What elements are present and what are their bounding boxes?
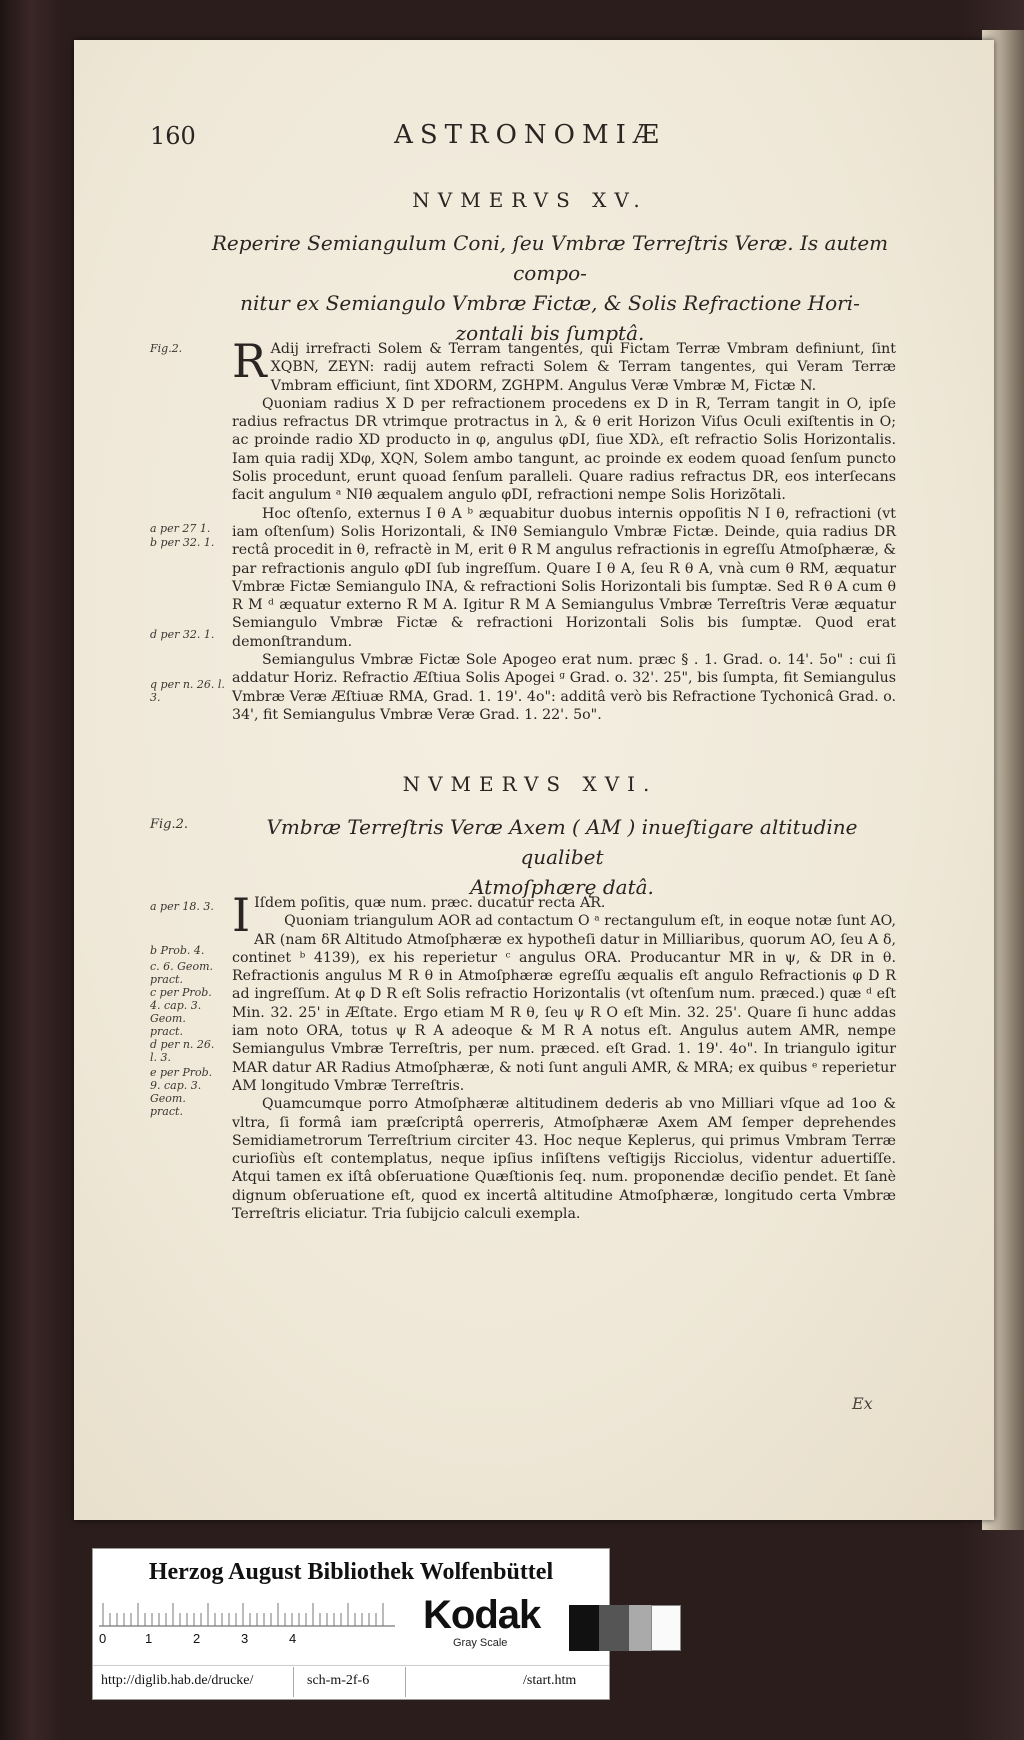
label-divider — [405, 1667, 406, 1697]
margin-fig-ref: Fig.2. — [150, 817, 189, 832]
swatch-dark-gray — [599, 1605, 629, 1651]
margin-note-e: pract. — [150, 1105, 183, 1118]
gray-scale-caption: Gray Scale — [453, 1637, 508, 1649]
drop-cap: R — [232, 334, 267, 388]
margin-note-b: b Prob. 4. — [150, 944, 205, 957]
swatch-white — [651, 1605, 681, 1651]
paragraph — [232, 888, 896, 942]
section-16-heading: NVMERVS XVI. — [402, 772, 658, 796]
margin-note-a: a per 18. 3. — [150, 900, 214, 913]
ruler-number: 4 — [289, 1631, 297, 1646]
swatch-black — [569, 1605, 599, 1651]
page-number: 160 — [150, 122, 196, 150]
running-title: ASTRONOMIÆ — [394, 120, 666, 150]
margin-note-d: l. 3. — [150, 1051, 172, 1064]
paragraph: Quoniam radius X D per refractionem procedens ex D in R, Terram tangit in O, ipſe radius refractus DR vtrimque protractus in λ, & θ erit Horizon Viſus Oculi exiſtentis in O; ac proinde radio XD producto in φ, angulus φDI, ſiue XDλ, eſt refractio Solis Horizontalis. Iam quia radij XDφ, XQN, Solem ambo tangunt, ac proinde ex eodem quoad ſenſum puncto Solis procedunt, erunt quoad ſenſum paralleli. Quare radius refractus DR, eos interſecans facit angulum ᵃ NIθ æqualem angulo φDI, refractioni nempe Solis Horizõtali. — [232, 395, 896, 504]
paragraph: Quamcumque porro Atmoſphæræ altitudinem dederis ab vno Milliari vſque ad 1oo & vltra, ſi formâ iam præſcriptâ operreris, Atmoſphæræ Axem AM ſemper deprehendes Semidiametrorum Terreſtrium circiter 43. Hoc neque Keplerus, qui primus Vmbram Terræ curioſiùs eſt contemplatus, neque ipſius inſiſtens veſtigijs Ricciolus, videntur aduertiſſe. Atqui tamen ex iſtâ obſeruatione Quæſtionis ſeq. num. proponendæ deciſio pendet. Et ſanè dignum obſeruatione eſt, quod ex incertâ altitudine Atmoſphæræ, longitudo certa Vmbræ Terreſtris eliciatur. Tria ſubijcio calculi exempla. — [232, 1096, 896, 1223]
section-15-title-line-3: zontali bis ſumptâ. — [455, 321, 645, 345]
margin-note-c: pract. — [150, 1025, 183, 1038]
section-15-title-line-2: nitur ex Semiangulo Vmbræ Fictæ, & Solis Refractione Hori- — [240, 291, 860, 315]
section-16-title-line-2: Atmoſphærę datâ. — [470, 875, 654, 899]
margin-note-c: 4. cap. 3. — [150, 999, 202, 1012]
section-16-title-line-1: Vmbræ Terreſtris Veræ Axem ( AM ) inueſtigare altitudine qualibet — [266, 815, 858, 869]
paragraph: Semiangulus Vmbræ Fictæ Sole Apogeo erat num. præc § . 1. Grad. o. 14'. 5o" : cui ſi addatur Horiz. Refractio Æſtiua Solis Apogei ᵍ Grad. o. 32'. 25", bis ſumpta, fit Semiangulus Vmbræ Veræ Æſtiuæ RMA, Grad. 1. 19'. 4o": additâ verò bis Refractione Tychonicâ Grad. o. 34', fit Semiangulus Vmbræ Veræ Grad. 1. 22'. 5o". — [232, 652, 896, 723]
margin-note-q: q per n. 26. l. 3. — [150, 678, 225, 704]
margin-fig-ref: Fig.2. — [150, 342, 183, 355]
paragraph: Hoc oſtenſo, externus I θ A ᵇ æquabitur duobus internis oppoſitis N I θ, refractioni (vt iam oſtenſum) Solis Horizontali, & INθ Semiangulo Vmbræ Fictæ. Deinde, quia radius DR rectâ procedit in θ, refractè in M, erit θ R M angulus refractionis in egreſſu Atmoſphæræ, & par refractionis angulo φDI ſub ingreſſum. Quare I θ A, ſeu R θ A, vnà cum θ RM, æquatur Vmbræ Fictæ Semiangulo INA, & refractioni Solis Horizontali bis ſumptæ. Sed R θ A cum θ R M ᵈ æquatur externo R M A. Igitur R M A Semiangulus Vmbræ Terreſtris Veræ æquatur Semiangulo Vmbræ Fictæ & refractioni Horizontali Solis bis ſumptæ. Quod erat demonſtrandum. — [232, 505, 896, 650]
margin-note-d: d per 32. 1. — [150, 628, 215, 641]
margin-note-e: Geom. — [150, 1092, 186, 1105]
section-15-title — [200, 228, 900, 348]
margin-note-c: c per Prob. — [150, 986, 212, 999]
section-15-body — [232, 334, 896, 724]
library-label — [92, 1548, 610, 1700]
catchword: Ex — [852, 1394, 873, 1413]
margin-note-e: e per Prob. — [150, 1066, 213, 1079]
section-16-body — [232, 888, 896, 1223]
ruler-scale — [99, 1601, 395, 1627]
label-divider — [93, 1665, 609, 1666]
margin-note-b: b per 32. 1. — [150, 536, 215, 549]
drop-cap: I — [232, 888, 251, 942]
paragraph-text: Adij irrefracti Solem & Terram tangentes, qui Fictam Terræ Vmbram definiunt, ſint XQBN, ZEYN: radij autem refracti Solem & Terram tangentes, qui Veram Terræ Vmbram efficiunt, ſint XDORM, ZGHPM. Angulus Veræ Vmbræ M, Fictæ N. — [270, 341, 896, 394]
paragraph-text: Iſdem poſitis, quæ num. præc. ducatur recta AR. — [254, 895, 606, 911]
section-16-title — [232, 812, 892, 902]
section-15-title-line-1: Reperire Semiangulum Coni, ſeu Vmbræ Terreſtris Veræ. Is autem compo- — [211, 231, 889, 285]
margin-note-a: a per 27 1. — [150, 522, 211, 535]
margin-note-c: c. 6. Geom. — [150, 960, 213, 973]
shelfmark: sch-m-2f-6 — [307, 1673, 370, 1688]
library-url: http://diglib.hab.de/drucke/ — [101, 1673, 254, 1688]
paragraph: Quoniam triangulum AOR ad contactum O ᵃ rectangulum eſt, in eoque notæ ſunt AO, AR (nam δR Altitudo Atmoſphæræ ex hypotheſi datur in Milliaribus, quorum AO, ſeu A δ, continet ᵇ 4139), ex his reperietur ᶜ angulus ORA. Producantur MR in ψ, & DR in θ. Refractionis angulus M R θ in Atmoſphæræ egreſſu æqualis eſt angulo Refractionis φ D R ad ingreſſum. At φ D R eſt Solis refractio Horizontalis (vt oſtenſum num. præced.) quæ ᵈ eſt Min. 32. 25' in Æſtate. Ergo etiam M R θ, ſeu ψ R O eſt Min. 32. 25'. Quare ſi hunc addas iam noto ORA, totus ψ R A adeoque & M R A notus eſt. Angulus autem AMR, nempe Semiangulus Vmbræ Terreſtris, per num. præced. eſt Grad. 1. 19'. 4o". In triangulo igitur MAR datur AR Radius Atmoſphæræ, & noti ſunt anguli AMR, & MRA; ex quibus ᵉ reperietur AM longitudo Vmbræ Terreſtris. — [232, 913, 896, 1094]
ruler-number: 1 — [145, 1631, 153, 1646]
kodak-logo: Kodak — [423, 1593, 541, 1637]
gray-scale-swatch — [569, 1605, 681, 1651]
margin-note-c: Geom. — [150, 1012, 186, 1025]
margin-note-d: d per n. 26. — [150, 1038, 215, 1051]
ruler-number: 3 — [241, 1631, 249, 1646]
library-name: Herzog August Bibliothek Wolfenbüttel — [148, 1559, 554, 1585]
margin-note-c: pract. — [150, 973, 183, 986]
section-15-heading: NVMERVS XV. — [412, 188, 648, 212]
start-page-path: /start.htm — [523, 1673, 577, 1688]
label-divider — [293, 1667, 294, 1697]
paragraph — [232, 334, 896, 395]
margin-note-e: 9. cap. 3. — [150, 1079, 202, 1092]
ruler-number: 0 — [99, 1631, 107, 1646]
swatch-light-gray — [629, 1605, 651, 1651]
ruler-number: 2 — [193, 1631, 201, 1646]
